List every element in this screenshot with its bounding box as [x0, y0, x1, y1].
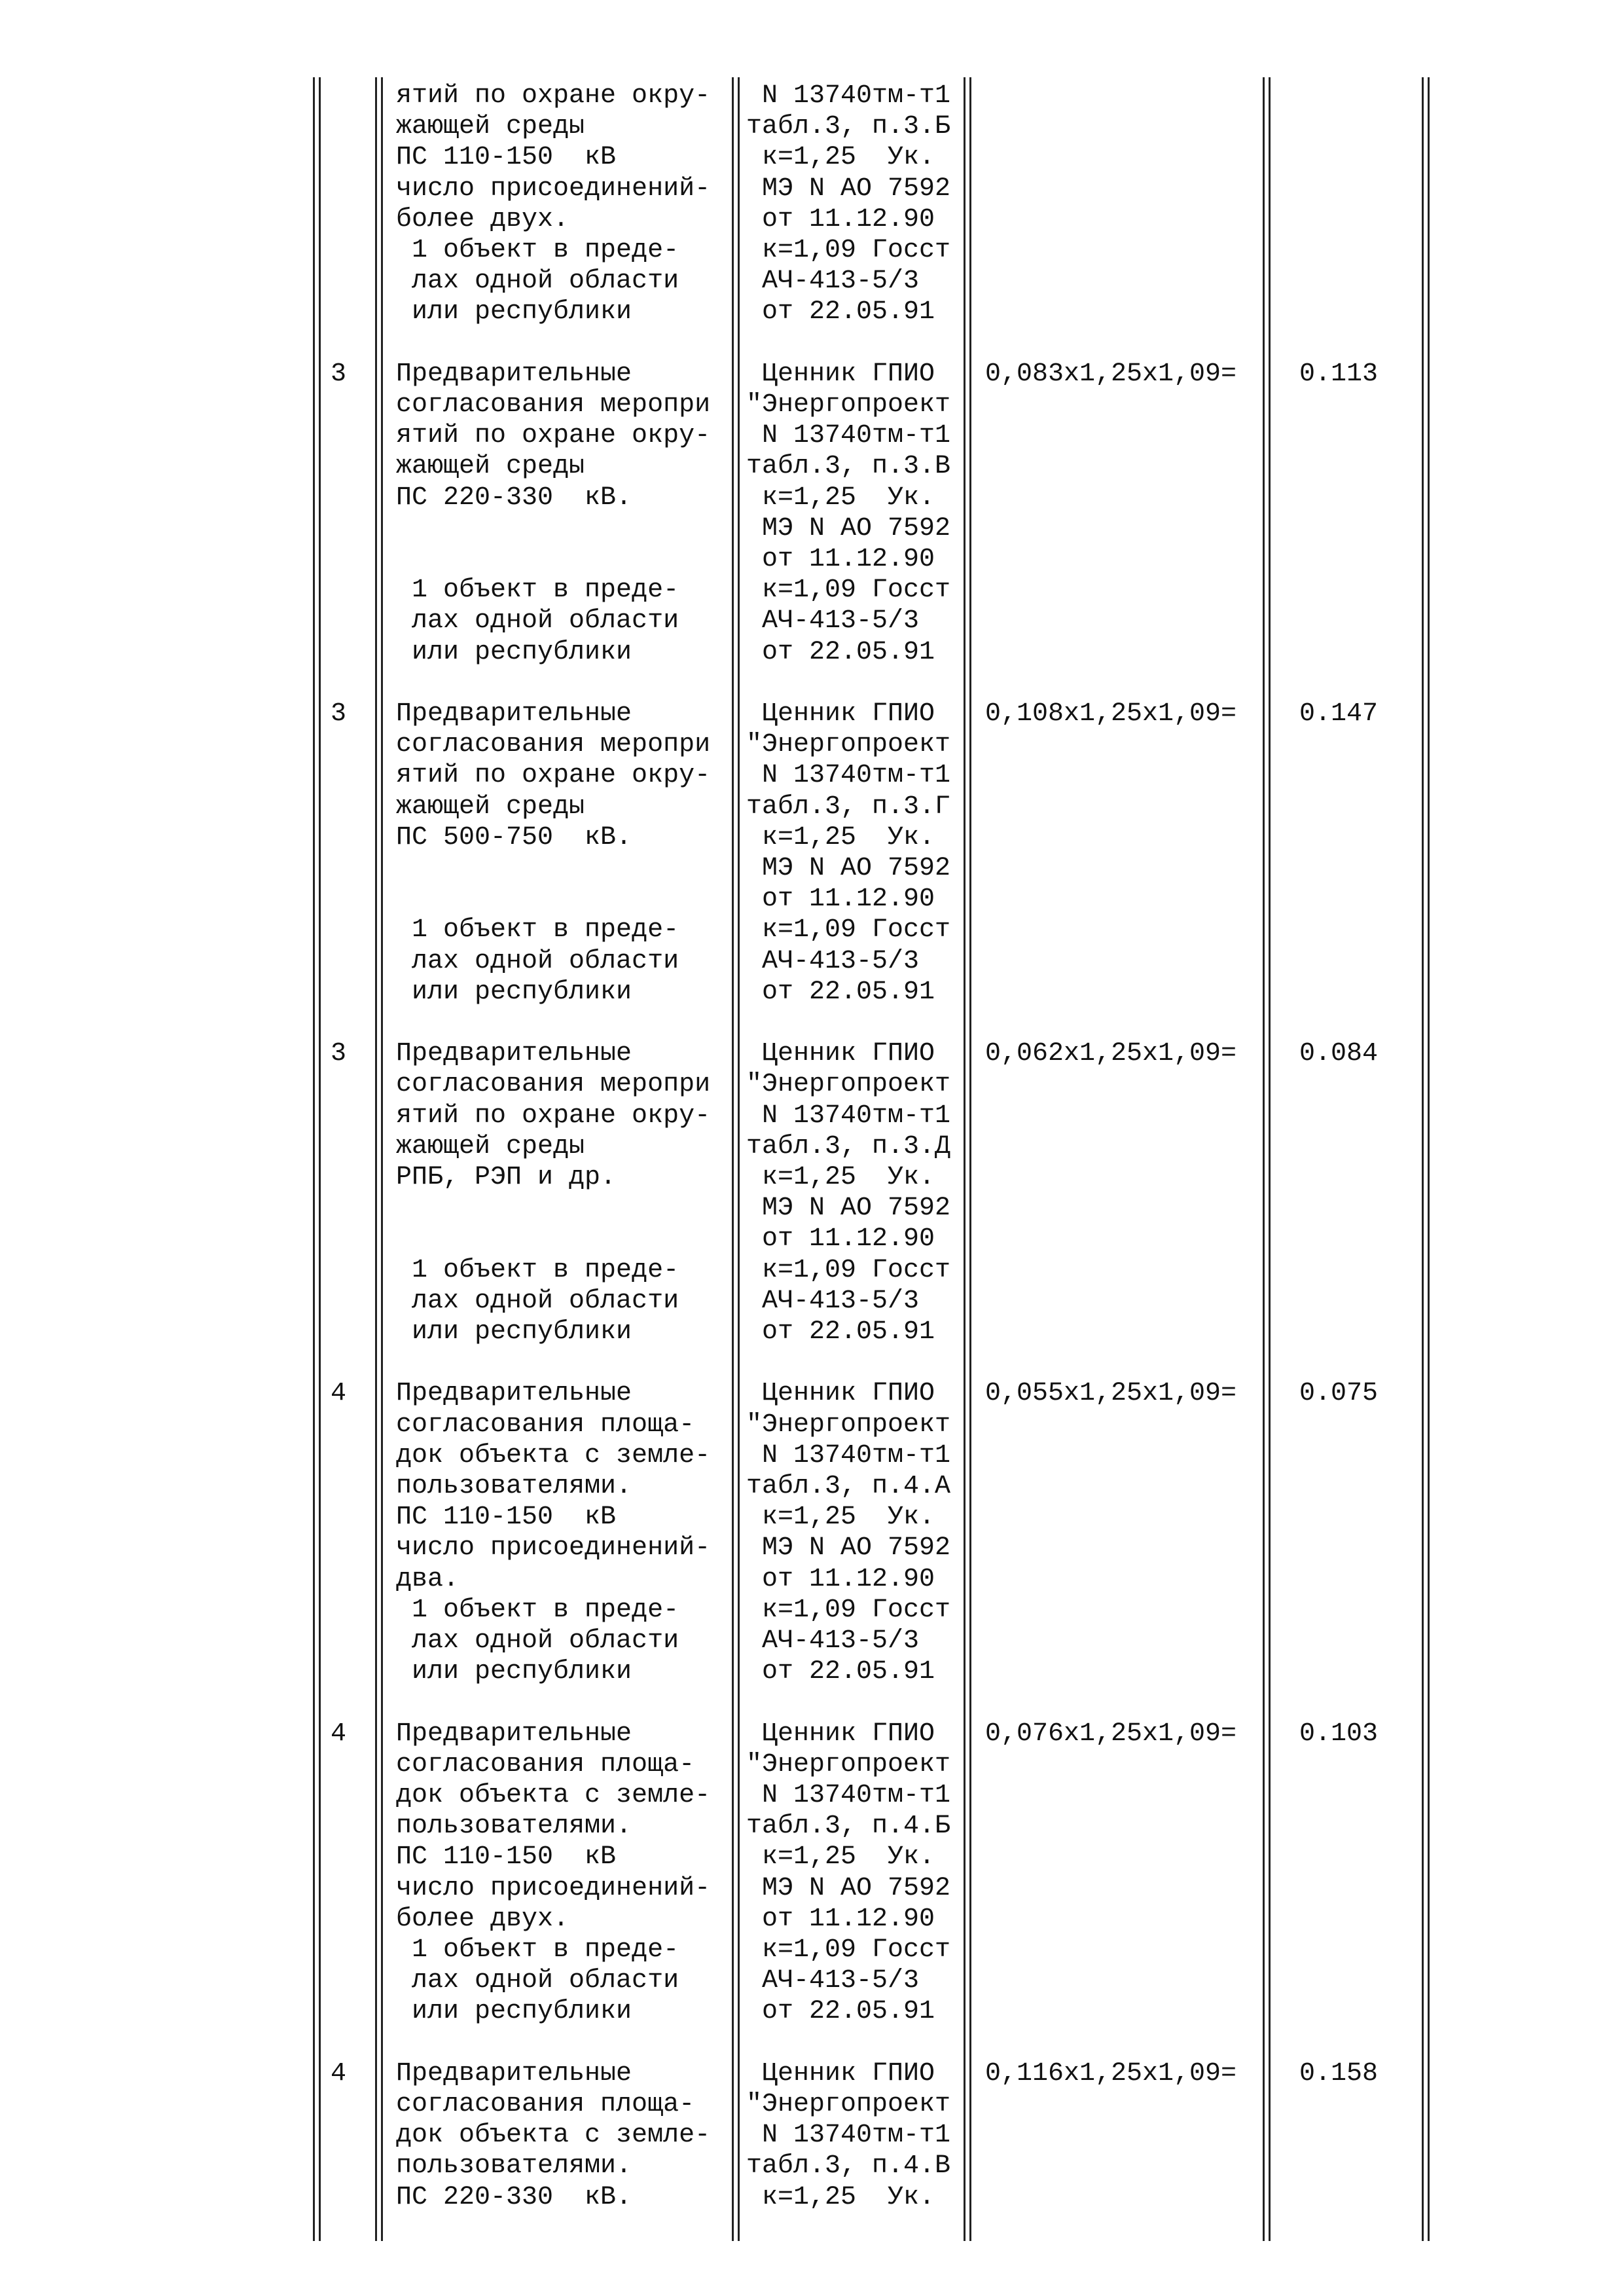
price-source: Ценник ГПИО "Энергопроект N 13740тм-т1 табл.3, п.4.А к=1,25 Ук. МЭ N АО 7592 от 11.12.90 к=1,09 Госст АЧ-413-5/3 от 22.05.91	[746, 1379, 951, 1687]
cost-calculation: 0,062х1,25х1,09=	[985, 1039, 1237, 1069]
table-row	[0, 81, 1624, 359]
price-source: Ценник ГПИО "Энергопроект N 13740тм-т1 табл.3, п.4.Б к=1,25 Ук. МЭ N АО 7592 от 11.12.90 к=1,09 Госст АЧ-413-5/3 от 22.05.91	[746, 1719, 951, 2027]
work-description: Предварительные согласования меропри ятий по охране окру- жающей среды РПБ, РЭП и др. 1 объект в преде- лах одной области или республики	[396, 1039, 711, 1347]
work-description: Предварительные согласования площа- док объекта с земле- пользователями. ПС 110-150 кВ число присоединений- более двух. 1 объект в преде- лах одной области или республики	[396, 1719, 711, 2027]
table-row	[0, 1038, 1624, 1378]
cost-calculation: 0,055х1,25х1,09=	[985, 1379, 1237, 1409]
work-description: Предварительные согласования меропри ятий по охране окру- жающей среды ПС 500-750 кВ. 1 объект в преде- лах одной области или республики	[396, 699, 711, 1007]
cost-result: 0.147	[1299, 699, 1379, 729]
row-number: 3	[331, 1039, 347, 1069]
work-description: Предварительные согласования площа- док объекта с земле- пользователями. ПС 220-330 кВ.	[396, 2058, 711, 2212]
cost-result: 0.113	[1299, 359, 1379, 389]
price-source: Ценник ГПИО "Энергопроект N 13740тм-т1 табл.3, п.4.В к=1,25 Ук.	[746, 2058, 951, 2212]
row-number: 4	[331, 1719, 347, 1749]
table-row	[0, 1378, 1624, 1718]
table-row	[0, 359, 1624, 699]
cost-calculation: 0,083х1,25х1,09=	[985, 359, 1237, 389]
cost-result: 0.075	[1299, 1379, 1379, 1409]
work-description: Предварительные согласования площа- док объекта с земле- пользователями. ПС 110-150 кВ число присоединений- два. 1 объект в преде- лах одной области или республики	[396, 1379, 711, 1687]
cost-table	[0, 81, 1624, 2213]
cost-calculation: 0,116х1,25х1,09=	[985, 2058, 1237, 2088]
table-row	[0, 699, 1624, 1038]
work-description: Предварительные согласования меропри ятий по охране окру- жающей среды ПС 220-330 кВ. 1 объект в преде- лах одной области или республики	[396, 359, 711, 667]
table-row	[0, 1719, 1624, 2058]
price-source: Ценник ГПИО "Энергопроект N 13740тм-т1 табл.3, п.3.Д к=1,25 Ук. МЭ N АО 7592 от 11.12.90 к=1,09 Госст АЧ-413-5/3 от 22.05.91	[746, 1039, 951, 1347]
table-row	[0, 2058, 1624, 2213]
cost-result: 0.084	[1299, 1039, 1379, 1069]
row-number: 3	[331, 699, 347, 729]
row-number: 3	[331, 359, 347, 389]
price-source: Ценник ГПИО "Энергопроект N 13740тм-т1 табл.3, п.3.В к=1,25 Ук. МЭ N АО 7592 от 11.12.90 к=1,09 Госст АЧ-413-5/3 от 22.05.91	[746, 359, 951, 667]
cost-calculation: 0,108х1,25х1,09=	[985, 699, 1237, 729]
cost-result: 0.158	[1299, 2058, 1379, 2088]
row-number: 4	[331, 1379, 347, 1409]
price-source: Ценник ГПИО "Энергопроект N 13740тм-т1 табл.3, п.3.Г к=1,25 Ук. МЭ N АО 7592 от 11.12.90 к=1,09 Госст АЧ-413-5/3 от 22.05.91	[746, 699, 951, 1007]
cost-result: 0.103	[1299, 1719, 1379, 1749]
row-number: 4	[331, 2058, 347, 2088]
price-source: N 13740тм-т1 табл.3, п.3.Б к=1,25 Ук. МЭ N АО 7592 от 11.12.90 к=1,09 Госст АЧ-413-5/3 от 22.05.91	[746, 81, 951, 327]
cost-calculation: 0,076х1,25х1,09=	[985, 1719, 1237, 1749]
work-description: ятий по охране окру- жающей среды ПС 110-150 кВ число присоединений- более двух. 1 объект в преде- лах одной области или республики	[396, 81, 711, 327]
